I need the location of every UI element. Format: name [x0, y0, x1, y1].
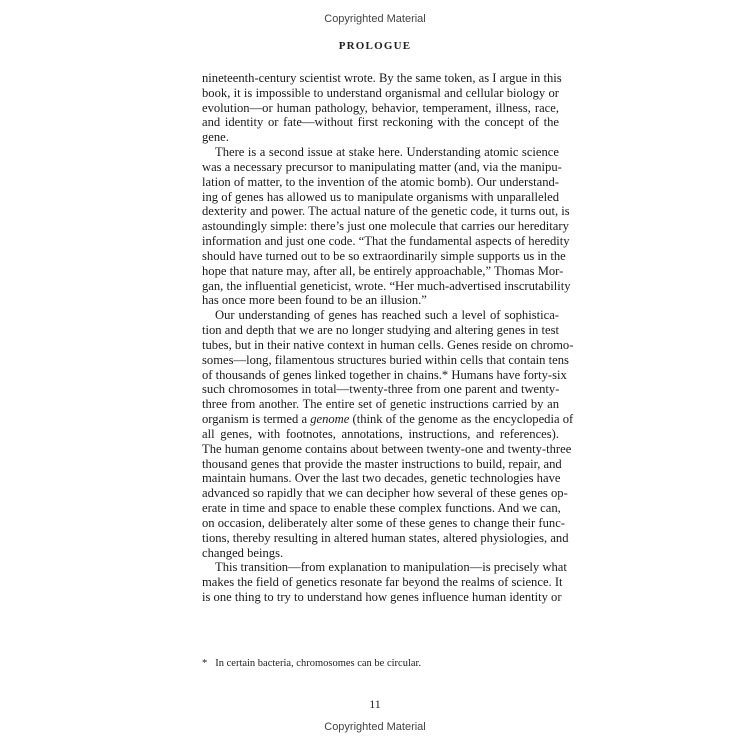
text-line: of thousands of genes linked together in chains.* Humans have forty-six — [202, 367, 567, 382]
text-line: nineteenth-century scientist wrote. By the same token, as I argue in this — [202, 71, 562, 85]
text-line: tions, thereby resulting in altered human states, altered physiologies, and — [202, 530, 569, 545]
text-line: organism is termed a genome (think of the genome as the encyclopedia of — [202, 412, 574, 427]
text-line: is one thing to try to understand how genes influence human identity or — [202, 589, 562, 604]
text-line: ing of genes has allowed us to manipulate organisms with unparalleled — [202, 189, 559, 204]
footnote — [202, 658, 421, 669]
text-line: erate in time and space to enable these complex functions. And we can, — [202, 501, 561, 516]
text-line: thousand genes that provide the master instructions to build, repair, and — [202, 456, 562, 471]
text-line: gan, the influential geneticist, wrote. “Her much-advertised inscrutability — [202, 278, 571, 293]
running-head: PROLOGUE — [338, 40, 412, 52]
text-line: three from another. The entire set of genetic instructions carried by an — [202, 397, 559, 412]
text-line: tubes, but in their native context in human cells. Genes reside on chromo- — [202, 337, 574, 352]
text-line: There is a second issue at stake here. Understanding atomic science — [215, 145, 559, 160]
text-line: somes—long, filamentous structures buried within cells that contain tens — [202, 352, 569, 367]
text-line: lation of matter, to the invention of the atomic bomb). Our understand- — [202, 174, 559, 189]
text-line: was a necessary precursor to manipulating matter (and, via the manipu- — [202, 159, 562, 174]
text-line: This transition—from explanation to manipulation—is precisely what — [215, 560, 567, 575]
text-line: dexterity and power. The actual nature of the genetic code, it turns out, is — [202, 204, 570, 219]
text-line: all genes, with footnotes, annotations, instructions, and references). — [202, 426, 559, 441]
text-line: and identity or fate—without first reckoning with the concept of the — [202, 115, 559, 130]
text-line: has once more been found to be an illusion.” — [202, 293, 427, 308]
text-line: information and just one code. “That the fundamental aspects of heredity — [202, 234, 570, 249]
copyright-watermark-top: Copyrighted Material — [324, 13, 426, 25]
text-line: such chromosomes in total—twenty-three from one parent and twenty- — [202, 382, 560, 397]
text-line: book, it is impossible to understand organismal and cellular biology or — [202, 85, 559, 100]
text-line: changed beings. — [202, 545, 284, 560]
page-number: 11 — [369, 697, 381, 711]
text-line: on occasion, deliberately alter some of these genes to change their func- — [202, 515, 565, 530]
text-line: Our understanding of genes has reached such a level of sophistica- — [215, 308, 559, 323]
text-line: evolution—or human pathology, behavior, temperament, illness, race, — [202, 100, 559, 115]
text-line: gene. — [202, 130, 229, 145]
text-line: should have turned out to be so extraordinarily simple supports us in the — [202, 248, 566, 263]
text-line: tion and depth that we are no longer studying and altering genes in test — [202, 323, 559, 338]
text-line: makes the field of genetics resonate far beyond the realms of science. It — [202, 575, 563, 590]
text-line: advanced so rapidly that we can decipher how several of these genes op- — [202, 486, 568, 501]
copyright-watermark-bottom: Copyrighted Material — [324, 721, 426, 733]
text-line: hope that nature may, after all, be entirely approachable,” Thomas Mor- — [202, 263, 564, 278]
footnote-text: In certain bacteria, chromosomes can be circular. — [215, 658, 422, 669]
footnote-mark: * — [202, 658, 208, 669]
body-text — [202, 71, 574, 605]
text-line: astoundingly simple: there’s just one molecule that carries our hereditary — [202, 219, 569, 234]
text-line: maintain humans. Over the last two decades, genetic technologies have — [202, 471, 561, 486]
text-line: The human genome contains about between twenty-one and twenty-three — [202, 441, 572, 456]
